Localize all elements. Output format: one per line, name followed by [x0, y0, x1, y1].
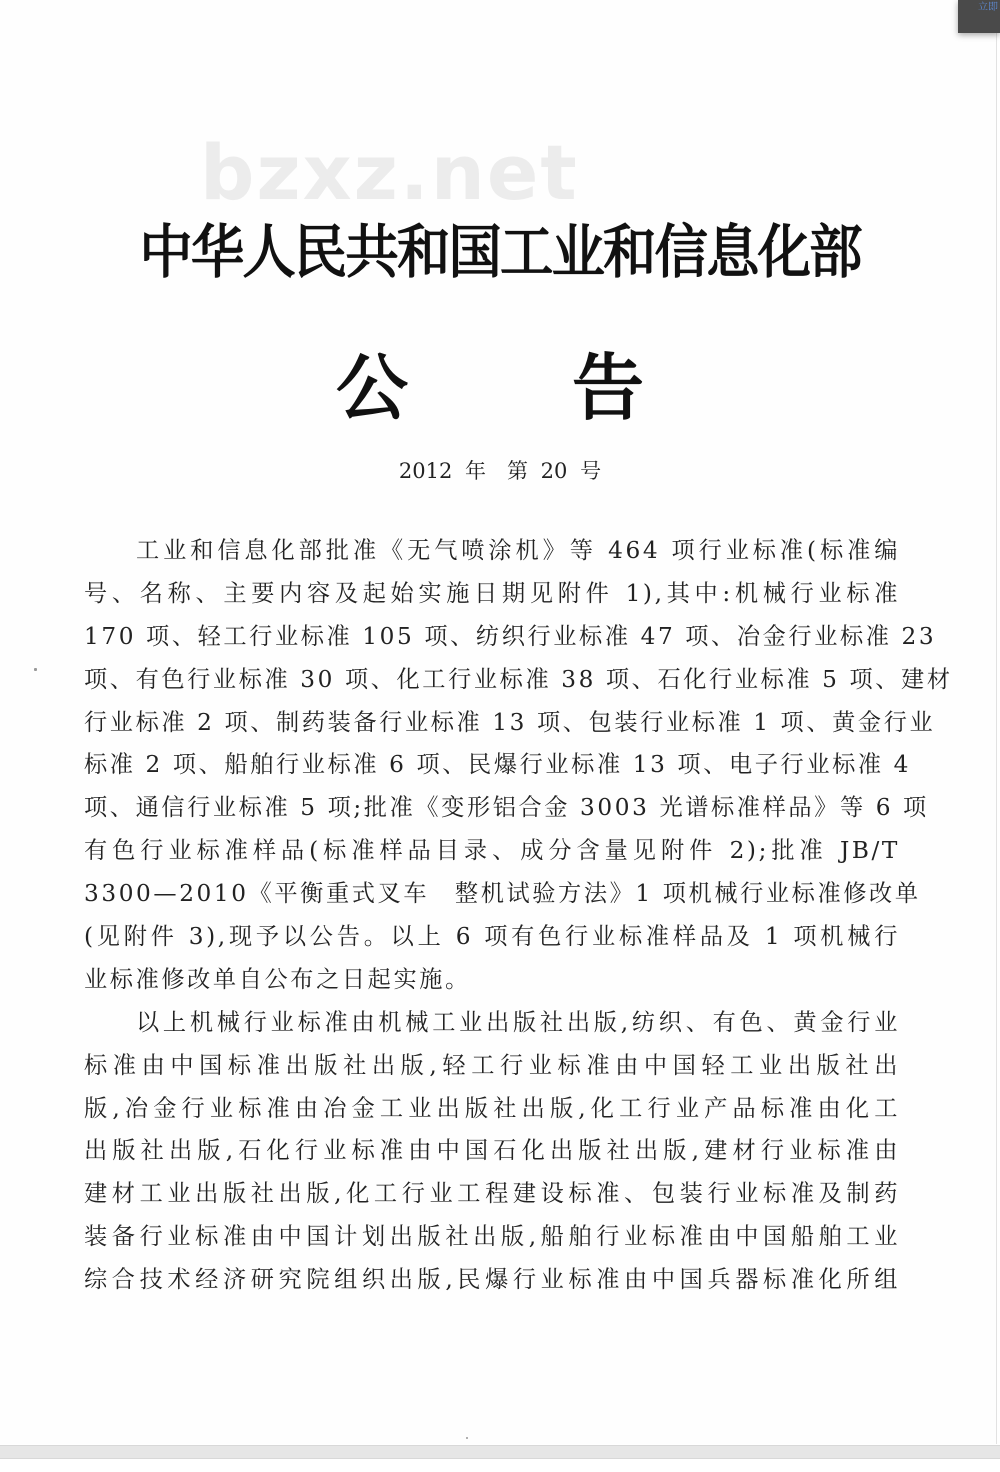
- text-line: 出版社出版,石化行业标准由中国石化出版社出版,建材行业标准由: [84, 1137, 900, 1165]
- doc-type-char-2: 告: [572, 345, 645, 430]
- text-line: 行业标准 2 项、制药装备行业标准 13 项、包装行业标准 1 项、黄金行业: [84, 708, 936, 736]
- paragraph-2: [84, 1002, 900, 1302]
- floating-action-popup[interactable]: [958, 0, 1000, 33]
- text-line: 3300—2010《平衡重式叉车 整机试验方法》1 项机械行业标准修改单: [84, 880, 921, 908]
- text-line: 装备行业标准由中国计划出版社出版,船舶行业标准由中国船舶工业: [84, 1223, 900, 1251]
- text-line: 工业和信息化部批准《无气喷涂机》等 464 项行业标准(标准编: [136, 537, 900, 564]
- text-line: 业标准修改单自公布之日起实施。: [84, 965, 471, 993]
- text-line: 项、通信行业标准 5 项;批准《变形铝合金 3003 光谱标准样品》等 6 项: [84, 794, 929, 822]
- issue-number: 2012 年 第 20 号: [398, 459, 602, 483]
- popup-label[interactable]: 立即: [978, 2, 998, 13]
- text-line: (见附件 3),现予以公告。以上 6 项有色行业标准样品及 1 项机械行: [84, 923, 900, 951]
- text-line: 项、有色行业标准 30 项、化工行业标准 38 项、石化行业标准 5 项、建材: [84, 665, 953, 693]
- text-line: 建材工业出版社出版,化工行业工程建设标准、包装行业标准及制药: [84, 1180, 900, 1208]
- announcement-body: [84, 530, 953, 1302]
- text-line: 标准 2 项、船舶行业标准 6 项、民爆行业标准 13 项、电子行业标准 4: [84, 751, 912, 779]
- watermark: bzxz.net: [200, 128, 579, 217]
- scan-speck: [34, 668, 37, 671]
- page-separator-bar: [0, 1445, 1000, 1459]
- ministry-title: 中华人民共和国工业和信息化部: [139, 218, 861, 286]
- text-line: 版,冶金行业标准由冶金工业出版社出版,化工行业产品标准由化工: [84, 1094, 900, 1122]
- text-line: 号、名称、主要内容及起始实施日期见附件 1),其中:机械行业标准: [84, 579, 900, 607]
- text-line: 以上机械行业标准由机械工业出版社出版,纺织、有色、黄金行业: [136, 1008, 900, 1036]
- doc-type-char-1: 公: [336, 345, 409, 430]
- scan-speck: [466, 1437, 468, 1439]
- paragraph-1: [84, 530, 953, 1002]
- text-line: 标准由中国标准出版社出版,轻工行业标准由中国轻工业出版社出: [84, 1051, 900, 1079]
- text-line: 有色行业标准样品(标准样品目录、成分含量见附件 2);批准 JB/T: [84, 837, 900, 865]
- text-line: 170 项、轻工行业标准 105 项、纺织行业标准 47 项、冶金行业标准 23: [84, 622, 937, 650]
- text-line: 综合技术经济研究院组织出版,民爆行业标准由中国兵器标准化所组: [84, 1266, 900, 1294]
